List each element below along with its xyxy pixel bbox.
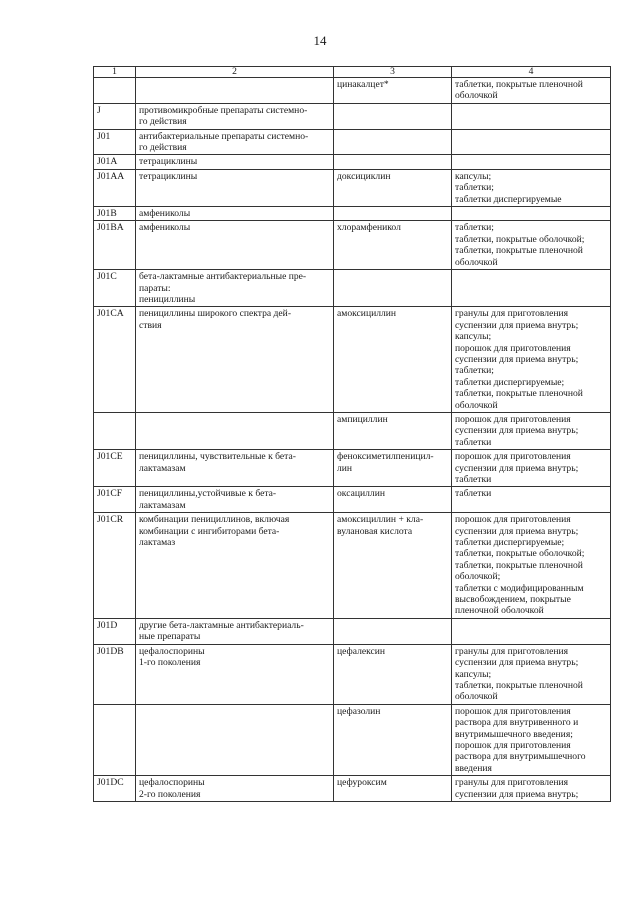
dosage-forms-cell <box>452 270 611 307</box>
group-name-cell: амфениколы <box>136 207 334 221</box>
dosage-forms-cell <box>452 618 611 644</box>
table-row <box>94 644 611 704</box>
table-row <box>94 129 611 155</box>
atc-code-cell: J01DB <box>94 644 136 704</box>
atc-code-cell: J01CE <box>94 450 136 487</box>
dosage-forms-cell: таблетки; таблетки, покрытые оболочкой; таблетки, покрытые пленочной оболочкой <box>452 221 611 270</box>
atc-code-cell: J01DC <box>94 776 136 802</box>
group-name-cell: пенициллины, чувствительные к бета- лактамазам <box>136 450 334 487</box>
drug-name-cell <box>334 155 452 169</box>
table-row <box>94 513 611 619</box>
table-row <box>94 307 611 413</box>
group-name-cell: цефалоспорины 2-го поколения <box>136 776 334 802</box>
table-row <box>94 704 611 775</box>
atc-code-cell <box>94 78 136 104</box>
group-name-cell <box>136 704 334 775</box>
group-name-cell: бета-лактамные антибактериальные пре- параты: пенициллины <box>136 270 334 307</box>
drug-classification-table <box>93 66 611 802</box>
column-number: 4 <box>452 67 611 78</box>
group-name-cell: цефалоспорины 1-го поколения <box>136 644 334 704</box>
dosage-forms-cell: порошок для приготовления суспензии для приема внутрь; таблетки диспергируемые; таблетки, покрытые оболочкой; таблетки, покрытые пленочной оболочкой; таблетки с модифицированным высвобождением, покрытые пленочной оболочкой <box>452 513 611 619</box>
atc-code-cell: J01CA <box>94 307 136 413</box>
drug-name-cell: ампициллин <box>334 412 452 449</box>
table-row <box>94 169 611 206</box>
atc-code-cell: J01B <box>94 207 136 221</box>
page-number: 14 <box>313 33 327 48</box>
atc-code-cell: J01CF <box>94 487 136 513</box>
dosage-forms-cell <box>452 207 611 221</box>
dosage-forms-cell: гранулы для приготовления суспензии для приема внутрь; <box>452 776 611 802</box>
drug-name-cell <box>334 618 452 644</box>
group-name-cell <box>136 412 334 449</box>
group-name-cell: тетрациклины <box>136 155 334 169</box>
drug-name-cell: хлорамфеникол <box>334 221 452 270</box>
drug-name-cell: цефазолин <box>334 704 452 775</box>
table-row <box>94 450 611 487</box>
table-row <box>94 155 611 169</box>
dosage-forms-cell: порошок для приготовления суспензии для приема внутрь; таблетки <box>452 450 611 487</box>
group-name-cell: комбинации пенициллинов, включая комбинации с ингибиторами бета- лактамаз <box>136 513 334 619</box>
drug-name-cell: феноксиметилпеницил- лин <box>334 450 452 487</box>
dosage-forms-cell: капсулы; таблетки; таблетки диспергируемые <box>452 169 611 206</box>
column-number: 2 <box>136 67 334 78</box>
group-name-cell: пенициллины широкого спектра дей- ствия <box>136 307 334 413</box>
drug-name-cell: амоксициллин <box>334 307 452 413</box>
group-name-cell: антибактериальные препараты системно- го действия <box>136 129 334 155</box>
atc-code-cell: J01 <box>94 129 136 155</box>
table-row <box>94 207 611 221</box>
column-number-row <box>94 67 611 78</box>
drug-name-cell <box>334 207 452 221</box>
group-name-cell: амфениколы <box>136 221 334 270</box>
drug-name-cell <box>334 103 452 129</box>
atc-code-cell: J01A <box>94 155 136 169</box>
column-number: 3 <box>334 67 452 78</box>
atc-code-cell: J01BA <box>94 221 136 270</box>
table-row <box>94 270 611 307</box>
dosage-forms-cell: порошок для приготовления суспензии для приема внутрь; таблетки <box>452 412 611 449</box>
table-row <box>94 487 611 513</box>
table-row <box>94 412 611 449</box>
group-name-cell: другие бета-лактамные антибактериаль- ные препараты <box>136 618 334 644</box>
atc-code-cell: J01CR <box>94 513 136 619</box>
group-name-cell: пенициллины,устойчивые к бета- лактамазам <box>136 487 334 513</box>
table-row <box>94 776 611 802</box>
drug-name-cell <box>334 270 452 307</box>
drug-name-cell: оксациллин <box>334 487 452 513</box>
dosage-forms-cell <box>452 155 611 169</box>
dosage-forms-cell: порошок для приготовления раствора для внутривенного и внутримышечного введения; порошок для приготовления раствора для внутримышечного введения <box>452 704 611 775</box>
atc-code-cell: J01AA <box>94 169 136 206</box>
atc-code-cell: J <box>94 103 136 129</box>
atc-code-cell <box>94 704 136 775</box>
dosage-forms-cell: гранулы для приготовления суспензии для приема внутрь; капсулы; таблетки, покрытые пленочной оболочкой <box>452 644 611 704</box>
dosage-forms-cell <box>452 129 611 155</box>
dosage-forms-cell: таблетки <box>452 487 611 513</box>
drug-name-cell: цинакалцет* <box>334 78 452 104</box>
dosage-forms-cell: гранулы для приготовления суспензии для приема внутрь; капсулы; порошок для приготовления суспензии для приема внутрь; таблетки; таблетки диспергируемые; таблетки, покрытые пленочной оболочкой <box>452 307 611 413</box>
table-row <box>94 103 611 129</box>
table-row <box>94 78 611 104</box>
dosage-forms-cell: таблетки, покрытые пленочной оболочкой <box>452 78 611 104</box>
drug-name-cell: доксициклин <box>334 169 452 206</box>
table-row <box>94 618 611 644</box>
group-name-cell <box>136 78 334 104</box>
group-name-cell: противомикробные препараты системно- го действия <box>136 103 334 129</box>
drug-name-cell: амоксициллин + кла- вулановая кислота <box>334 513 452 619</box>
group-name-cell: тетрациклины <box>136 169 334 206</box>
drug-name-cell <box>334 129 452 155</box>
table-row <box>94 221 611 270</box>
atc-code-cell: J01D <box>94 618 136 644</box>
column-number: 1 <box>94 67 136 78</box>
atc-code-cell <box>94 412 136 449</box>
atc-code-cell: J01C <box>94 270 136 307</box>
drug-name-cell: цефуроксим <box>334 776 452 802</box>
drug-name-cell: цефалексин <box>334 644 452 704</box>
dosage-forms-cell <box>452 103 611 129</box>
